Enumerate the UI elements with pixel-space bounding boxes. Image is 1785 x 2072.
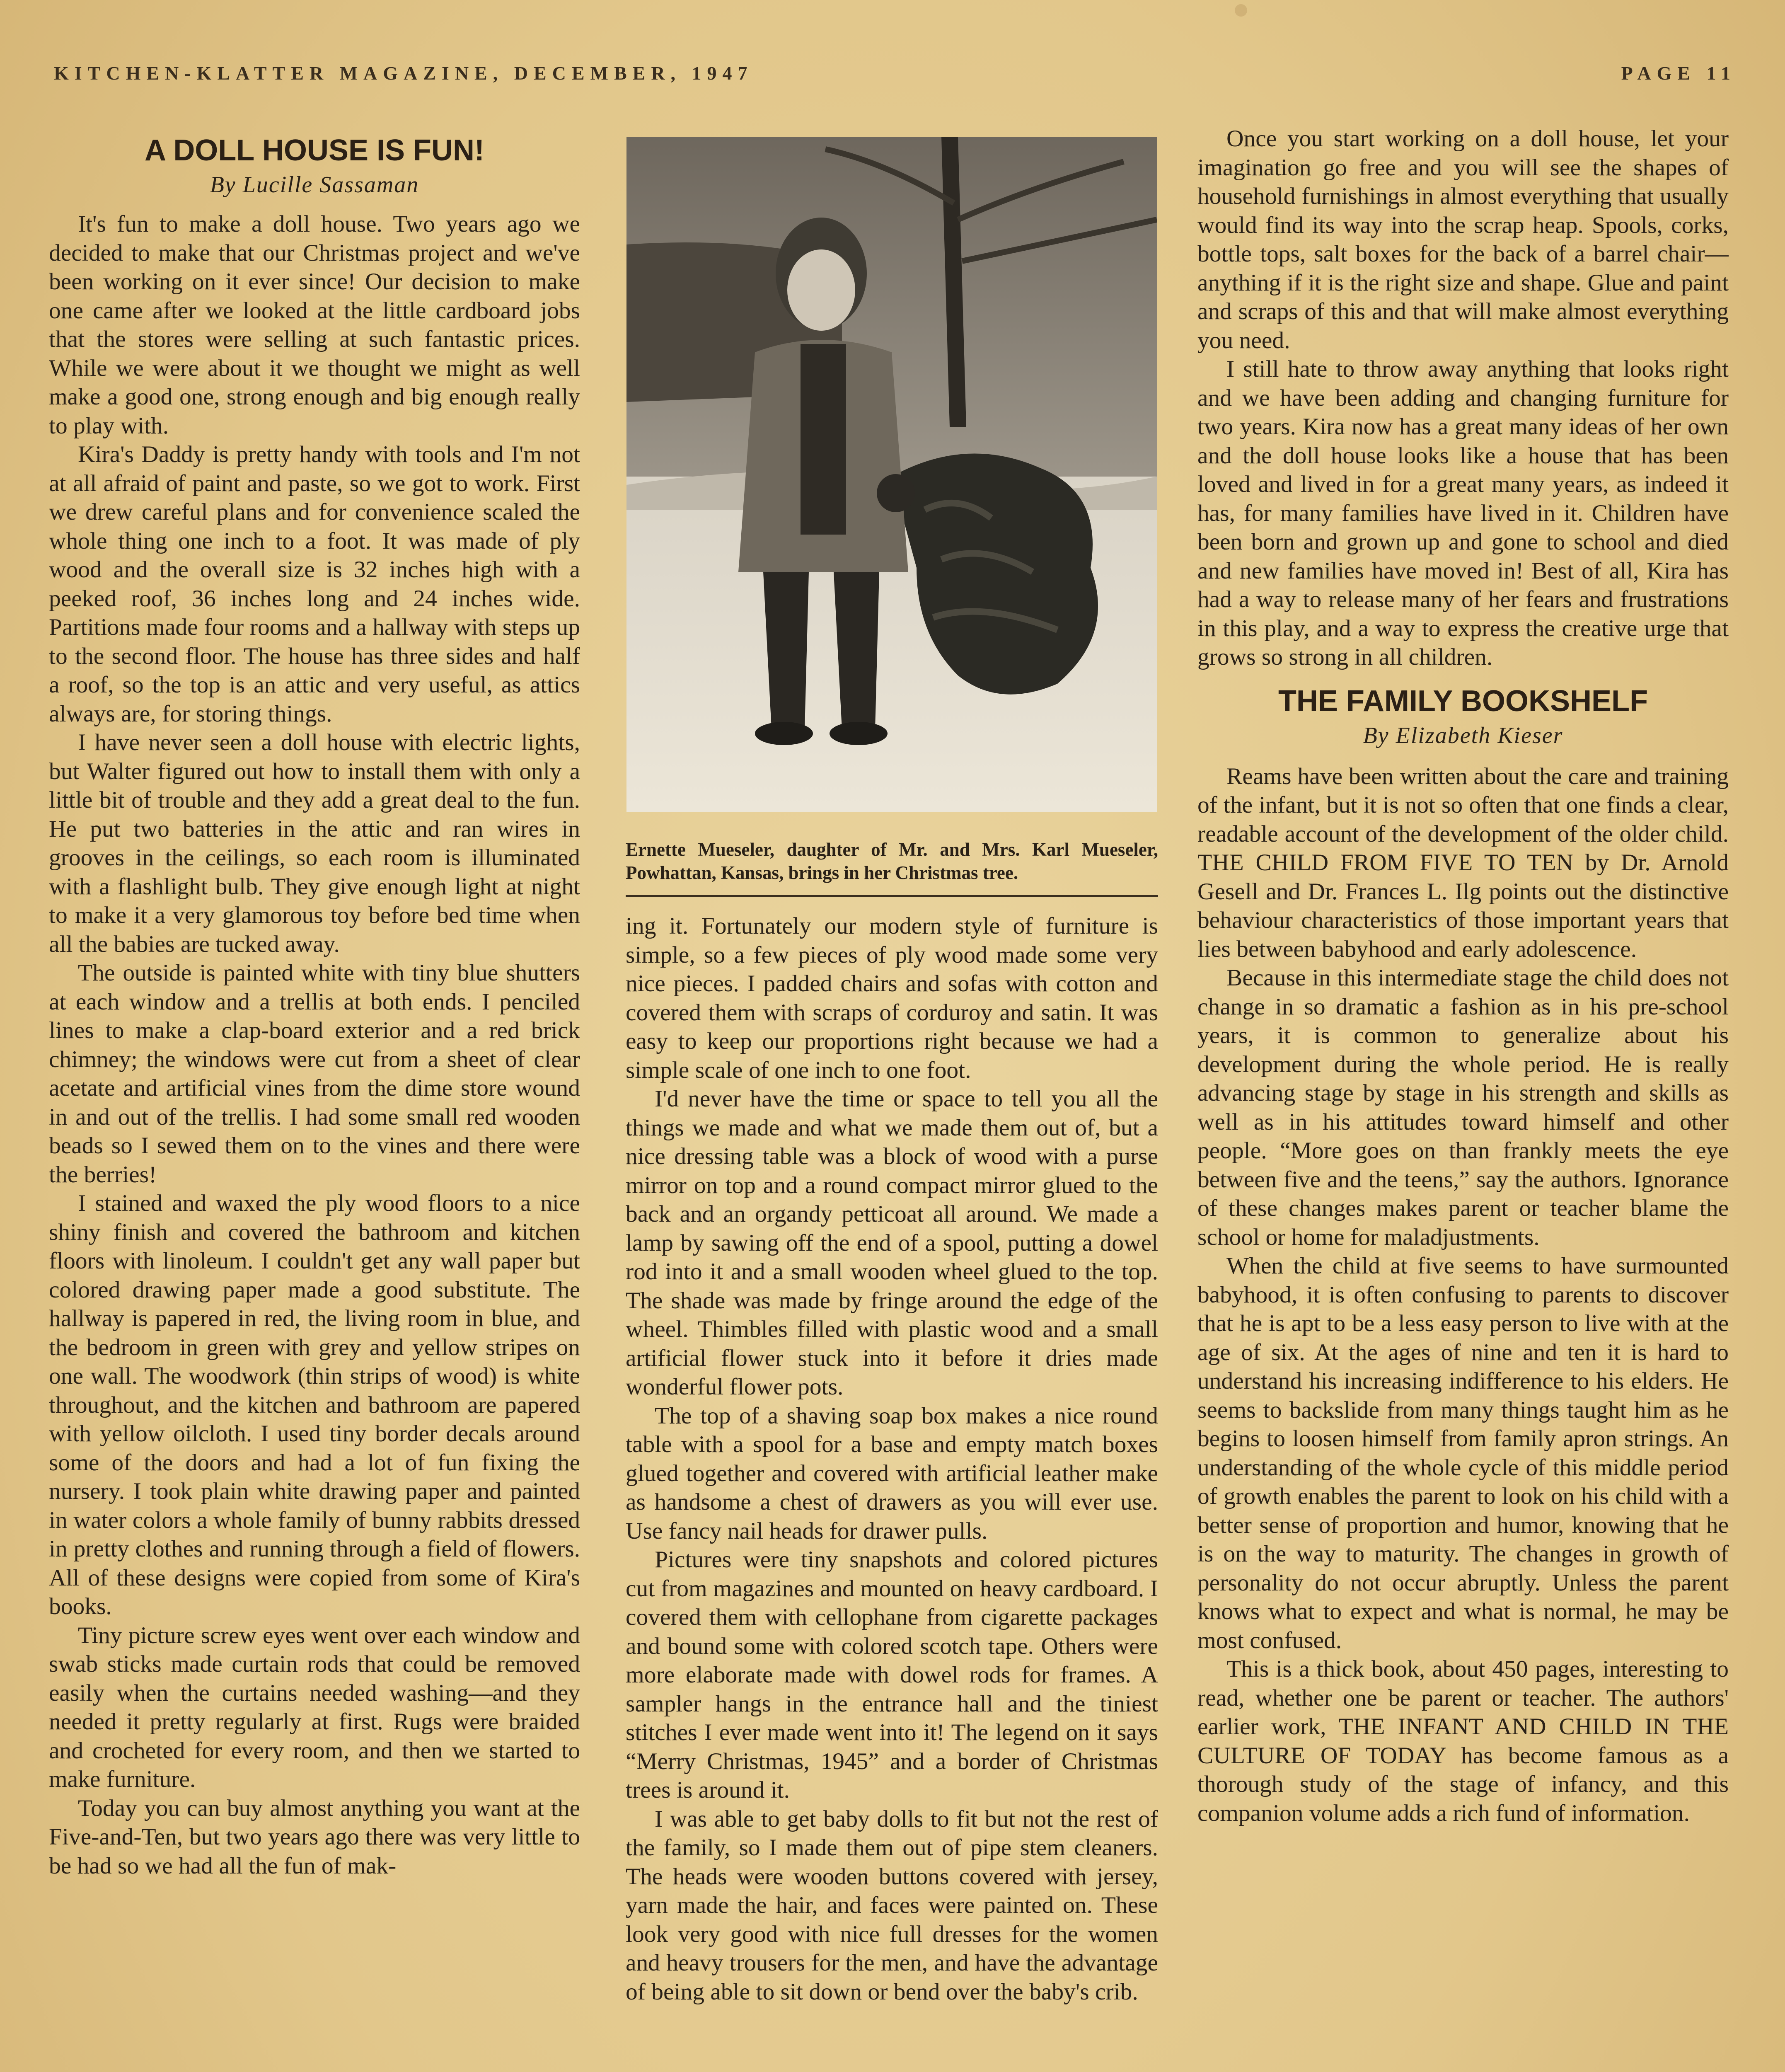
paragraph: Kira's Daddy is pretty handy with tools and I'm not at all afraid of paint and paste, so we got to work. First we drew careful plans and for convenience scaled the whole thing one inch to a foot. It was made of ply wood and the overall size is 32 inches high with a peeked roof, 36 inches long and 24 inches wide. Partitions made four rooms and a hallway with steps up to the second floor. The house has three sides and half a roof, so the top is an attic and very useful, as attics always are, for storing things. — [49, 441, 580, 727]
paper-stain — [1235, 4, 1247, 17]
paragraph: Because in this intermediate stage the child does not change in so dramatic a fashion as in his pre-school years, it is common to generalize about his development during the whole period. He is really advancing stage by stage in his strength and skills as well as in his attitudes toward himself and other people. “More goes on than frankly meets the eye between five and the teens,” say the authors. Ignorance of these changes makes parent or teacher blame the school or home for maladjustments. — [1197, 965, 1729, 1250]
article-body-col1 — [49, 210, 580, 1880]
paragraph: Once you start working on a doll house, let your imagination go free and you will see the shapes of household furnishings in almost everything that usually would find its way into the scrap heap. Spools, corks, bottle tops, salt boxes for the back of a barrel chair—anything if it is the right size and shape. Glue and paint and scraps of this and that will make almost everything you need. — [1197, 126, 1729, 353]
paragraph: Tiny picture screw eyes went over each window and swab sticks made curtain rods that could be removed easily when the curtains needed washing—and they needed it pretty regularly at first. Rugs were braided and crocheted for every room, and then we started to make furniture. — [49, 1622, 580, 1792]
column-3 — [1197, 124, 1729, 2072]
paragraph: The top of a shaving soap box makes a nice round table with a spool for a base and empty match boxes glued together and covered with artificial leather make as handsome a chest of drawers as you will ever use. Use fancy nail heads for drawer pulls. — [626, 1402, 1158, 1544]
masthead — [54, 62, 1736, 91]
paragraph: I was able to get baby dolls to fit but not the rest of the family, so I made them out of pipe stem cleaners. The heads were wooden buttons covered with jersey, yarn made the hair, and faces were painted on. These look very good with nice full dresses for the women and heavy trousers for the men, and have the advantage of being able to sit down or bend over the baby's crib. — [626, 1806, 1158, 2005]
column-2 — [626, 124, 1158, 2072]
paragraph: When the child at five seems to have surmounted babyhood, it is often confusing to parents to discover that he is apt to be a less easy person to live with at the age of six. At the ages of nine and ten it is hard to understand his increasing indifference to his elders. He seems to backslide from many things taught him as he begins to loosen himself from family apron strings. An understanding of the whole cycle of this middle period of growth enables the parent to look on his child with a better sense of proportion and humor, knowing that he is on the way to maturity. The changes in growth of personality do not occur abruptly. Unless the parent knows what to expect and what is normal, he may be most confused. — [1197, 1253, 1729, 1653]
article-body-col3 — [1197, 124, 1729, 672]
paragraph: This is a thick book, about 450 pages, interesting to read, whether one be parent or teacher. The authors' earlier work, THE INFANT AND CHILD IN THE CULTURE OF TODAY has become famous as a thorough study of the stage of infancy, and this companion volume adds a rich fund of information. — [1197, 1656, 1729, 1826]
article-byline-bookshelf: By Elizabeth Kieser — [1363, 722, 1563, 748]
article-title-bookshelf: THE FAMILY BOOKSHELF — [1278, 684, 1648, 718]
photo-girl-christmas-tree — [626, 137, 1157, 812]
bookshelf-body — [1197, 762, 1729, 1828]
masthead-title: KITCHEN-KLATTER MAGAZINE, DECEMBER, 1947 — [54, 63, 753, 84]
paragraph: I'd never have the time or space to tell you all the things we made and what we made them out of, but a nice dressing table was a block of wood with a purse mirror on top and a round compact mirror glued to the back and an organdy petticoat all around. We made a lamp by sawing off the end of a spool, putting a dowel rod into it and a small wooden wheel glued to the top. The shade was made by fringe around the edge of the wheel. Thimbles filled with plastic wood and a small artificial flower stuck into it before it dries made wonderful flower pots. — [626, 1086, 1158, 1400]
photo-caption: Ernette Mueseler, daughter of Mr. and Mrs. Karl Mueseler, Powhattan, Kansas, brings in her Christmas tree. — [626, 839, 1158, 883]
page-number: PAGE 11 — [1621, 63, 1736, 84]
paragraph: Today you can buy almost anything you want at the Five-and-Ten, but two years ago there was very little to be had so we had all the fun of mak- — [49, 1795, 580, 1879]
paragraph: Pictures were tiny snapshots and colored pictures cut from magazines and mounted on heavy cardboard. I covered them with cellophane from cigarette packages and bound some with colored scotch tape. Others were more elaborate made with dowel rods for frames. A sampler hangs in the entrance hall and the tiniest stitches I ever made went into it! The legend on it says “Merry Christmas, 1945” and a border of Christmas trees is around it. — [626, 1547, 1158, 1803]
article-body-col2 — [626, 912, 1158, 2006]
article-title-doll-house: A DOLL HOUSE IS FUN! — [144, 134, 485, 167]
article-byline-doll-house: By Lucille Sassaman — [210, 172, 419, 198]
paragraph: I still hate to throw away anything that looks right and we have been adding and changing furniture for two years. Kira now has a great many ideas of her own and the doll house looks like a house that has been loved and lived in for a great many years, as indeed it has, for many families have lived in it. Children have been born and grown up and gone to school and died and new families have moved in! Best of all, Kira has had a way to release many of her fears and frustrations in this play, and a way to express the creative urge that grows so strong in all children. — [1197, 356, 1729, 670]
paragraph: Reams have been written about the care and training of the infant, but it is not so often that one finds a clear, readable account of the development of the older child. THE CHILD FROM FIVE TO TEN by Dr. Arnold Gesell and Dr. Frances L. Ilg points out the distinctive behaviour characteristics of those important years that lies between babyhood and early adolescence. — [1197, 763, 1729, 962]
column-1 — [49, 124, 580, 2072]
paragraph: I stained and waxed the ply wood floors to a nice shiny finish and covered the bathroom and kitchen floors with linoleum. I couldn't get any wall paper but colored drawing paper made a good substitute. The hallway is papered in red, the living room in blue, and the bedroom in green with grey and yellow stripes on one wall. The woodwork (thin strips of wood) is white throughout, and the kitchen and bathroom are papered with yellow oilcloth. I used tiny border decals around some of the doors and had a lot of fun fixing the nursery. I took plain white drawing paper and painted in water colors a whole family of bunny rabbits dressed in pretty clothes and running through a field of flowers. All of these designs were copied from some of Kira's books. — [49, 1190, 580, 1619]
paragraph: It's fun to make a doll house. Two years ago we decided to make that our Christmas project and we've been working on it ever since! Our decision to make one came after we looked at the little cardboard jobs that the stores were selling at such fantastic prices. While we were about it we thought we might as well make a good one, strong enough and big enough really to play with. — [49, 211, 580, 439]
photo-illustration — [626, 137, 1157, 812]
paragraph: I have never seen a doll house with electric lights, but Walter figured out how to install them with only a little bit of trouble and they add a great deal to the fun. He put two batteries in the attic and ran wires in grooves in the ceilings, so each room is illuminated with a flashlight bulb. They give enough light at night to make it a very glamorous toy before bed time when all the babies are tucked away. — [49, 729, 580, 957]
paragraph: ing it. Fortunately our modern style of furniture is simple, so a few pieces of ply wood made some very nice pieces. I padded chairs and sofas with cotton and covered them with scraps of corduroy and satin. It was easy to keep our proportions right because we had a simple scale of one inch to one foot. — [626, 913, 1158, 1083]
paragraph: The outside is painted white with tiny blue shutters at each window and a trellis at both ends. I penciled lines to make a clap-board exterior and a red brick chimney; the windows were cut from a sheet of clear acetate and artificial vines from the dime store wound in and out of the trellis. I had some small red wooden beads so I sewed them on to the vines and there were the berries! — [49, 960, 580, 1188]
caption-divider — [626, 895, 1158, 897]
